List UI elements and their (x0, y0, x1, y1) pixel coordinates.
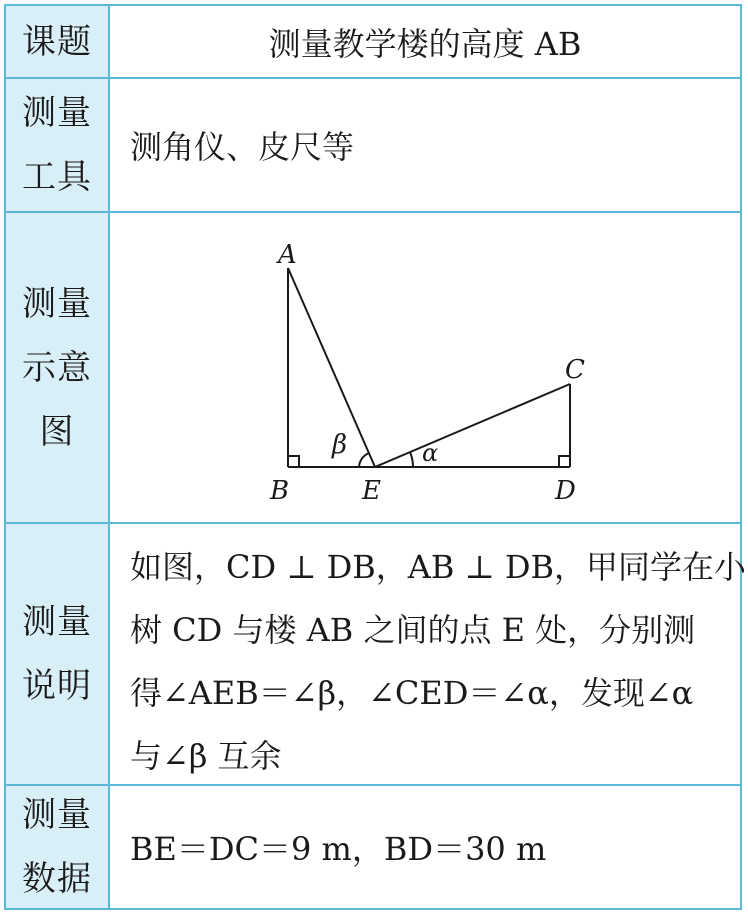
tools-row (6, 77, 740, 211)
label-B: B (270, 476, 290, 506)
description-header-cell (6, 524, 110, 784)
measurement-table (4, 4, 746, 910)
tools-header-cell (6, 79, 110, 211)
data-header-cell (6, 786, 110, 908)
description-header: 测量 说明 (22, 602, 92, 706)
label-beta: β (332, 430, 348, 460)
measurement-diagram (110, 213, 740, 520)
angle-beta-arc (359, 453, 369, 467)
topic-row (6, 6, 740, 77)
label-alpha: α (422, 439, 439, 467)
label-E: E (362, 476, 381, 506)
description-line-3: 得∠AEB＝∠β，∠CED＝∠α，发现∠α (130, 674, 694, 712)
data-header: 测量 数据 (22, 795, 92, 899)
data-content: BE＝DC＝9 m，BD＝30 m (130, 830, 547, 868)
topic-header-cell (6, 6, 110, 77)
label-C: C (565, 355, 585, 385)
label-A: A (278, 240, 297, 270)
right-angle-mark-B (288, 456, 299, 467)
description-line-2: 树 CD 与楼 AB 之间的点 E 处，分别测 (130, 611, 696, 649)
diagram-header: 测量 示意 图 (22, 283, 92, 452)
topic-header: 课题 (22, 21, 92, 62)
tools-content-cell (110, 79, 740, 211)
tools-content: 测角仪、皮尺等 (130, 128, 355, 166)
label-D: D (555, 476, 576, 506)
description-row (6, 522, 746, 784)
segment-EC (375, 384, 570, 467)
topic-title: 测量教学楼的高度 AB (268, 24, 582, 63)
diagram-header-cell (6, 213, 110, 522)
diagram-cell (110, 213, 740, 522)
description-text (130, 536, 746, 788)
right-angle-mark-D (559, 456, 570, 467)
description-line-4: 与∠β 互余 (130, 737, 282, 775)
description-line-1: 如图，CD ⊥ DB，AB ⊥ DB，甲同学在小 (130, 548, 746, 586)
diagram-row (6, 211, 740, 522)
data-row (6, 784, 740, 908)
data-content-cell (110, 786, 740, 908)
description-cell (110, 524, 746, 784)
angle-alpha-arc (410, 452, 413, 467)
topic-content-cell (110, 6, 740, 77)
tools-header: 测量 工具 (22, 93, 92, 197)
